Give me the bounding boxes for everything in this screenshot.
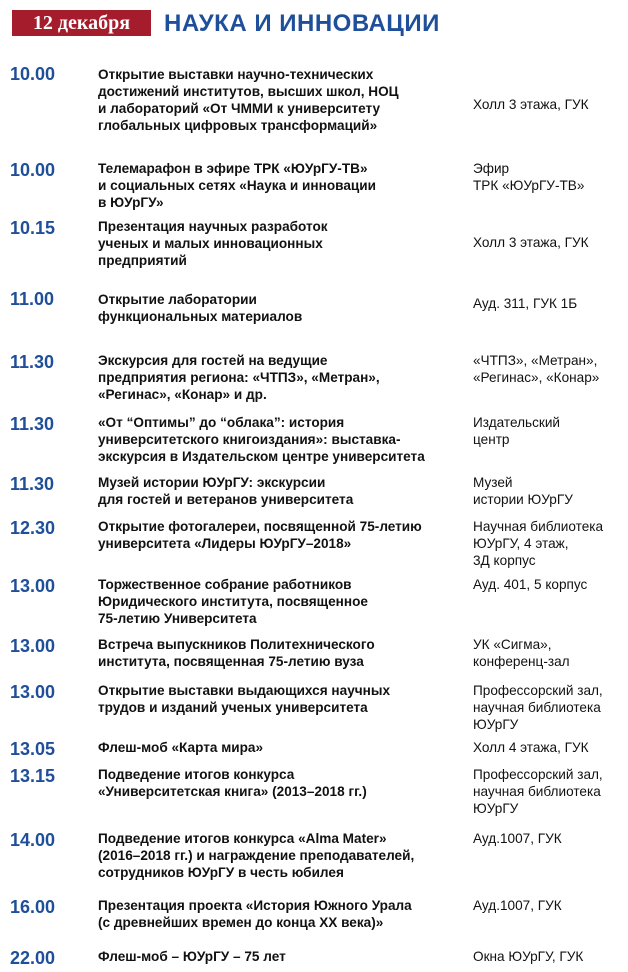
event-title <box>98 352 466 403</box>
event-title-line: достижений институтов, высших школ, НОЦ <box>98 84 399 99</box>
event-title-line: Музей истории ЮУрГУ: экскурсии <box>98 475 326 490</box>
event-title <box>98 66 466 134</box>
event-title-line: Юридического института, посвященное <box>98 594 368 609</box>
event-title-line: Флеш-моб – ЮУрГУ – 75 лет <box>98 949 286 964</box>
event-title-line: Торжественное собрание работников <box>98 577 352 592</box>
event-place-line: конференц-зал <box>473 654 570 669</box>
event-title-line: (2016–2018 гг.) и награждение преподавателей, <box>98 848 415 863</box>
event-place <box>473 682 625 733</box>
event-title-line: для гостей и ветеранов университета <box>98 492 354 507</box>
event-title-line: Презентация проекта «История Южного Урала <box>98 898 412 913</box>
event-place <box>473 414 625 448</box>
event-title-line: Открытие фотогалереи, посвященной 75-летию <box>98 519 422 534</box>
event-time: 13.15 <box>10 766 56 786</box>
event-time: 11.30 <box>10 474 55 494</box>
event-title <box>98 897 466 931</box>
event-place-line: Ауд.1007, ГУК <box>473 898 562 913</box>
date-badge: 12 декабря <box>12 10 151 36</box>
event-title-line: Презентация научных разработок <box>98 219 328 234</box>
event-title <box>98 414 466 465</box>
event-time: 10.00 <box>10 64 56 84</box>
event-title-line: и лабораторий «От ЧММИ к университету <box>98 101 381 116</box>
event-place <box>473 739 625 756</box>
event-title-line: Экскурсия для гостей на ведущие <box>98 353 328 368</box>
event-place <box>473 352 625 386</box>
event-title <box>98 474 466 508</box>
event-title-line: и социальных сетях «Наука и инновации <box>98 178 376 193</box>
event-place-line: Ауд. 311, ГУК 1Б <box>473 296 578 311</box>
event-place-line: истории ЮУрГУ <box>473 492 573 507</box>
event-place <box>473 234 625 251</box>
event-title-line: Флеш-моб «Карта мира» <box>98 740 264 755</box>
event-place <box>473 636 625 670</box>
event-place <box>473 948 625 965</box>
event-time: 10.15 <box>10 218 56 238</box>
event-place-line: Холл 4 этажа, ГУК <box>473 740 589 755</box>
event-place <box>473 766 625 817</box>
event-place-line: «ЧТПЗ», «Метран», <box>473 353 598 368</box>
event-title-line: 75-летию Университета <box>98 611 257 626</box>
event-title-line: Подведение итогов конкурса «Alma Mater» <box>98 831 387 846</box>
event-time: 13.05 <box>10 739 56 759</box>
event-title <box>98 218 466 269</box>
event-title <box>98 830 466 881</box>
event-title-line: «Университетская книга» (2013–2018 гг.) <box>98 784 367 799</box>
event-title-line: института, посвященная 75-летию вуза <box>98 654 364 669</box>
event-title-line: экскурсия в Издательском центре университета <box>98 449 425 464</box>
event-time: 11.00 <box>10 289 55 309</box>
event-time: 16.00 <box>10 897 56 917</box>
event-title-line: университета «Лидеры ЮУрГУ–2018» <box>98 536 352 551</box>
event-place-line: Профессорский зал, <box>473 767 603 782</box>
event-place-line: Издательский <box>473 415 561 430</box>
event-place <box>473 160 625 194</box>
event-title-line: университетского книгоиздания»: выставка- <box>98 432 401 447</box>
event-time: 11.30 <box>10 352 55 372</box>
event-title-line: предприятий <box>98 253 187 268</box>
event-place-line: научная библиотека <box>473 784 601 799</box>
header <box>0 0 628 44</box>
event-title-line: «От “Оптимы” до “облака”: история <box>98 415 345 430</box>
event-place-line: «Регинас», «Конар» <box>473 370 600 385</box>
event-title <box>98 766 466 800</box>
event-title-line: Телемарафон в эфире ТРК «ЮУрГУ-ТВ» <box>98 161 368 176</box>
event-title-line: функциональных материалов <box>98 309 303 324</box>
event-place-line: Эфир <box>473 161 510 176</box>
event-title-line: (с древнейших времен до конца XX века)» <box>98 915 384 930</box>
event-title-line: Подведение итогов конкурса <box>98 767 295 782</box>
event-title-line: Открытие выставки научно-технических <box>98 67 374 82</box>
event-time: 13.00 <box>10 636 56 656</box>
event-place <box>473 518 625 569</box>
event-title-line: в ЮУрГУ» <box>98 195 164 210</box>
event-place-line: Ауд.1007, ГУК <box>473 831 562 846</box>
event-title <box>98 576 466 627</box>
event-place-line: УК «Сигма», <box>473 637 552 652</box>
event-title-line: трудов и изданий ученых университета <box>98 700 368 715</box>
event-title-line: предприятия региона: «ЧТПЗ», «Метран», <box>98 370 380 385</box>
event-place-line: Ауд. 401, 5 корпус <box>473 577 588 592</box>
page-title: НАУКА И ИННОВАЦИИ <box>164 10 440 37</box>
event-time: 12.30 <box>10 518 56 538</box>
event-place-line: Научная библиотека <box>473 519 604 534</box>
event-title-line: Открытие лаборатории <box>98 292 257 307</box>
event-title <box>98 682 466 716</box>
event-title-line: ученых и малых инновационных <box>98 236 323 251</box>
event-time: 22.00 <box>10 948 56 968</box>
event-title-line: Открытие выставки выдающихся научных <box>98 683 391 698</box>
event-title <box>98 160 466 211</box>
event-place <box>473 295 625 312</box>
event-title <box>98 948 466 965</box>
event-title <box>98 291 466 325</box>
event-time: 11.30 <box>10 414 55 434</box>
event-title-line: глобальных цифровых трансформаций» <box>98 118 378 133</box>
event-time: 13.00 <box>10 682 56 702</box>
event-place <box>473 830 625 847</box>
event-place <box>473 474 625 508</box>
event-place-line: центр <box>473 432 510 447</box>
event-title <box>98 739 466 756</box>
event-time: 13.00 <box>10 576 56 596</box>
event-place-line: ЮУрГУ, 4 этаж, <box>473 536 569 551</box>
event-place-line: ЮУрГУ <box>473 801 519 816</box>
event-place-line: Окна ЮУрГУ, ГУК <box>473 949 584 964</box>
event-title <box>98 518 466 552</box>
event-title <box>98 636 466 670</box>
event-place-line: ТРК «ЮУрГУ-ТВ» <box>473 178 585 193</box>
event-place <box>473 576 625 593</box>
event-place-line: Холл 3 этажа, ГУК <box>473 97 589 112</box>
event-place-line: Холл 3 этажа, ГУК <box>473 235 589 250</box>
event-place <box>473 96 625 113</box>
event-place <box>473 897 625 914</box>
event-place-line: ЮУрГУ <box>473 717 519 732</box>
event-title-line: сотрудников ЮУрГУ в честь юбилея <box>98 865 344 880</box>
event-place-line: научная библиотека <box>473 700 601 715</box>
event-time: 10.00 <box>10 160 56 180</box>
event-title-line: «Регинас», «Конар» и др. <box>98 387 267 402</box>
event-title-line: Встреча выпускников Политехнического <box>98 637 375 652</box>
event-place-line: 3Д корпус <box>473 553 536 568</box>
event-place-line: Музей <box>473 475 513 490</box>
event-time: 14.00 <box>10 830 56 850</box>
event-place-line: Профессорский зал, <box>473 683 603 698</box>
